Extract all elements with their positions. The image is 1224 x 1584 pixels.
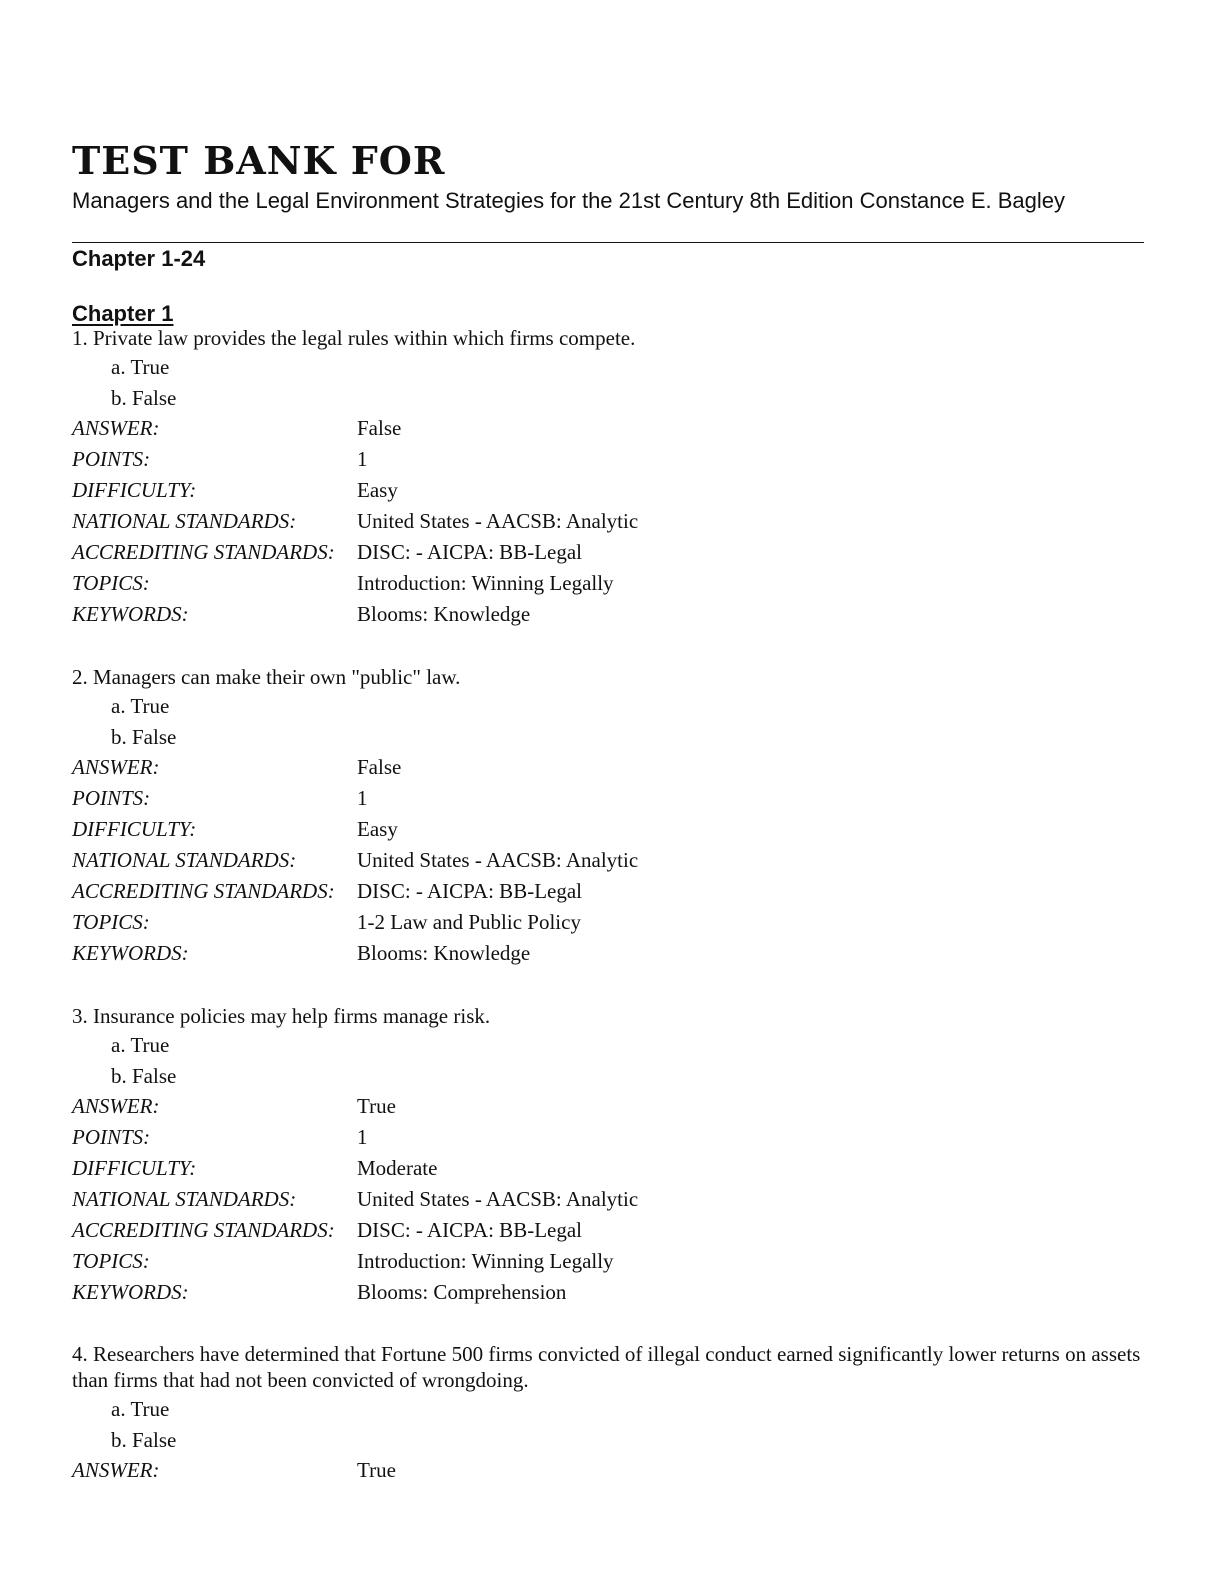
meta-difficulty: [72, 475, 1152, 506]
choice-false: b. False: [111, 385, 177, 410]
meta-value: Blooms: Knowledge: [357, 941, 531, 965]
meta-value: DISC: - AICPA: BB-Legal: [357, 1218, 582, 1242]
meta-value: True: [357, 1094, 396, 1118]
meta-answer: [72, 1091, 1152, 1122]
question-stem: 4. Researchers have determined that Fortune 500 firms convicted of illegal conduct earned significantly lower returns on assets than firms that had not been convicted of wrongdoing.: [72, 1342, 1141, 1392]
question-stem: 3. Insurance policies may help firms manage risk.: [72, 1004, 491, 1028]
meta-accrediting-standards: [72, 537, 1152, 568]
choice-true: a. True: [111, 1397, 170, 1421]
answer-choices: [72, 691, 1152, 752]
meta-value: 1-2 Law and Public Policy: [357, 910, 581, 934]
meta-value: United States - AACSB: Analytic: [357, 1187, 639, 1211]
meta-label: TOPICS:: [72, 1249, 150, 1273]
meta-label: NATIONAL STANDARDS:: [72, 848, 297, 872]
choice-false: b. False: [111, 1427, 177, 1452]
meta-label: DIFFICULTY:: [72, 817, 197, 841]
meta-label: ANSWER:: [72, 1458, 160, 1482]
answer-choices: [72, 352, 1152, 413]
choice-true: a. True: [111, 694, 170, 718]
meta-keywords: [72, 938, 1152, 969]
meta-label: ACCREDITING STANDARDS:: [72, 879, 335, 903]
meta-label: DIFFICULTY:: [72, 478, 197, 502]
question-2: [72, 664, 1152, 969]
meta-value: DISC: - AICPA: BB-Legal: [357, 540, 582, 564]
meta-answer: [72, 1455, 1152, 1486]
meta-value: False: [357, 416, 402, 440]
meta-label: KEYWORDS:: [72, 941, 189, 965]
meta-label: NATIONAL STANDARDS:: [72, 1187, 297, 1211]
question-stem: 2. Managers can make their own "public" law.: [72, 665, 461, 689]
question-4: [72, 1341, 1152, 1486]
meta-value: Introduction: Winning Legally: [357, 571, 614, 595]
meta-value: Introduction: Winning Legally: [357, 1249, 614, 1273]
meta-points: [72, 1122, 1152, 1153]
meta-difficulty: [72, 1153, 1152, 1184]
meta-national-standards: [72, 1184, 1152, 1215]
meta-accrediting-standards: [72, 876, 1152, 907]
meta-label: DIFFICULTY:: [72, 1156, 197, 1180]
meta-value: 1: [357, 447, 368, 471]
choice-true: a. True: [111, 1033, 170, 1057]
meta-value: 1: [357, 786, 368, 810]
meta-label: POINTS:: [72, 786, 151, 810]
chapter-range: Chapter 1-24: [72, 246, 206, 271]
meta-topics: [72, 1246, 1152, 1277]
meta-label: TOPICS:: [72, 910, 150, 934]
meta-value: 1: [357, 1125, 368, 1149]
meta-value: False: [357, 755, 402, 779]
meta-value: United States - AACSB: Analytic: [357, 509, 639, 533]
meta-label: KEYWORDS:: [72, 1280, 189, 1304]
meta-keywords: [72, 599, 1152, 630]
meta-value: True: [357, 1458, 396, 1482]
question-stem: 1. Private law provides the legal rules within which firms compete.: [72, 326, 636, 350]
book-title: Managers and the Legal Environment Strategies for the 21st Century 8th Edition Constance E. Bagley: [72, 188, 1066, 213]
meta-label: KEYWORDS:: [72, 602, 189, 626]
meta-label: POINTS:: [72, 1125, 151, 1149]
meta-label: ACCREDITING STANDARDS:: [72, 540, 335, 564]
question-1: [72, 325, 1152, 630]
meta-topics: [72, 568, 1152, 599]
choice-false: b. False: [111, 724, 177, 749]
meta-label: ANSWER:: [72, 416, 160, 440]
meta-value: Easy: [357, 478, 398, 502]
answer-choices: [72, 1394, 1152, 1455]
meta-label: ANSWER:: [72, 755, 160, 779]
meta-label: TOPICS:: [72, 571, 150, 595]
meta-value: Blooms: Comprehension: [357, 1280, 567, 1304]
document-title: TEST BANK FOR: [72, 138, 446, 183]
meta-national-standards: [72, 845, 1152, 876]
meta-label: ANSWER:: [72, 1094, 160, 1118]
meta-national-standards: [72, 506, 1152, 537]
meta-label: ACCREDITING STANDARDS:: [72, 1218, 335, 1242]
choice-false: b. False: [111, 1063, 177, 1088]
choice-true: a. True: [111, 355, 170, 379]
question-3: [72, 1003, 1152, 1308]
meta-label: NATIONAL STANDARDS:: [72, 509, 297, 533]
chapter-heading: Chapter 1: [72, 301, 174, 326]
header-divider: [72, 242, 1144, 243]
meta-keywords: [72, 1277, 1152, 1308]
meta-value: United States - AACSB: Analytic: [357, 848, 639, 872]
meta-points: [72, 444, 1152, 475]
meta-answer: [72, 413, 1152, 444]
answer-choices: [72, 1030, 1152, 1091]
meta-value: Easy: [357, 817, 398, 841]
meta-value: Blooms: Knowledge: [357, 602, 531, 626]
meta-topics: [72, 907, 1152, 938]
meta-value: Moderate: [357, 1156, 438, 1180]
meta-answer: [72, 752, 1152, 783]
meta-difficulty: [72, 814, 1152, 845]
meta-accrediting-standards: [72, 1215, 1152, 1246]
meta-label: POINTS:: [72, 447, 151, 471]
meta-value: DISC: - AICPA: BB-Legal: [357, 879, 582, 903]
meta-points: [72, 783, 1152, 814]
